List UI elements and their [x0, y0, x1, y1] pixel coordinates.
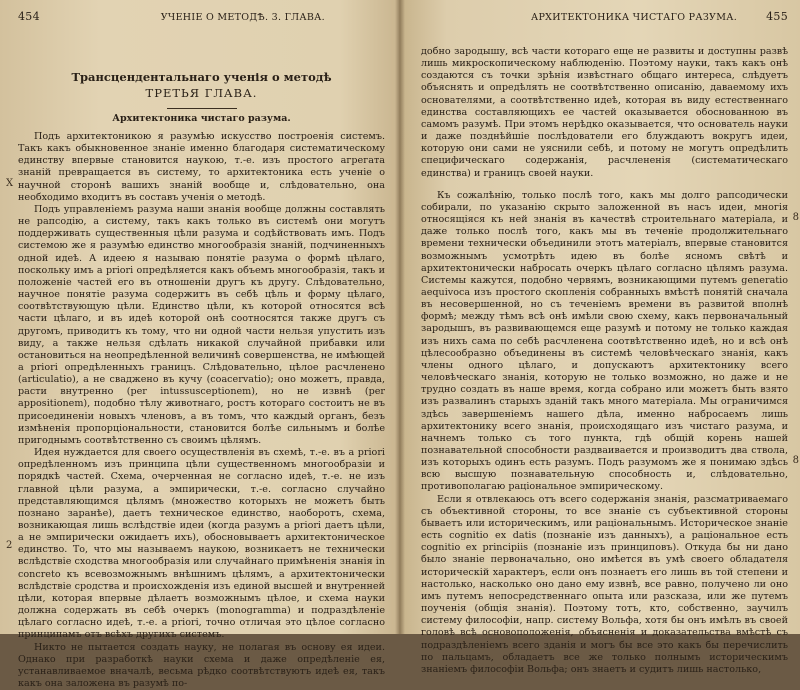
paragraph: Если я отвлекаюсь отъ всего содержанія знанія, разсматриваемаго съ объективной стороны, то все знаніе съ субъективной стороны бываетъ или историческимъ, или раціональнымъ. Историческое знаніе есть cognitio ex datis (познаніе изъ данныхъ), а раціональное есть cognitio ex principiis (познаніе изъ принциповъ). Откуда бы ни дано было знаніе первоначально, оно имѣется въ умѣ своего обладателя историческій характеръ, если онъ познаетъ его лишь въ той степени и настолько, насколько оно дано ему извнѣ, все равно, получено ли оно имъ путемъ непосредственнаго опыта или разсказа, или же путемъ поученія (общія знанія). Поэтому тотъ, кто, собственно, заучилъ систему философіи, напр. систему Вольфа, хотя бы онъ имѣлъ въ своей головѣ всѣ основоположенія, объясненія и доказательства вмѣстѣ съ подраздѣленіемъ всего зданія и могъ бы все это какъ бы перечислить по пальцамъ, обладаетъ все же только полнымъ историческимъ знаніемъ философіи Вольфа; онъ знаетъ и судитъ лишь настолько,	[421, 493, 788, 675]
heading-rule	[167, 108, 237, 109]
right-running-head	[421, 10, 788, 24]
paragraph: Къ сожалѣнію, только послѣ того, какъ мы долго рапсодически собирали, по указанію скрыто заложенной въ насъ идеи, многія относящіяся къ ней знанія въ качествѣ строительнаго матеріала, и даже только послѣ того, какъ мы въ теченіе продолжительнаго времени технически объединили этотъ матеріалъ, впервые становится возможнымъ усмотрѣть идею въ болѣе ясномъ свѣтѣ и архитектонически набросать очеркъ цѣлаго согласно цѣлямъ разума. Системы кажутся, подобно червямъ, возникающими путемъ generatio aequivoca изъ простого скопленія собранныхъ вмѣстѣ понятій сначала въ несовершенной, но съ теченіемъ времени въ развитой вполнѣ формѣ; между тѣмъ всѣ онѣ имѣли свою схему, какъ первоначальный зародышъ, въ развивающемся еще разумѣ и потому не только каждая изъ нихъ сама по себѣ расчленена соотвѣтственно идеѣ, но и всѣ онѣ цѣлесообразно объединены въ системѣ человѣческаго знанія, какъ члены одного цѣлаго, и допускаютъ архитектонику всего человѣческаго знанія, которую не только возможно, но даже и не трудно создать въ наше время, когда собрано или можетъ быть взято изъ развалинъ старыхъ зданій такъ много матеріала. Мы ограничимся здѣсь завершеніемъ нашего дѣла, именно набросаемъ лишь архитектонику всего знанія, происходящаго изъ чистаго разума, и начнемъ только съ того пункта, гдѣ общій корень нашей познавательной способности раздваивается и производитъ два ствола, изъ которыхъ одинъ есть разумъ. Подъ разумомъ же я понимаю здѣсь всю высшую познавательную способность и, слѣдовательно, противополагаю раціональное эмпирическому.	[421, 189, 788, 493]
margin-note: X	[6, 178, 14, 189]
chapter-heading	[18, 70, 385, 125]
chapter-number: ТРЕТЬЯ ГЛАВА.	[145, 86, 258, 100]
right-body-text	[421, 46, 788, 676]
chapter-title: Трансцендентальнаго ученія о методѣ	[71, 70, 332, 84]
margin-note: 8	[792, 212, 799, 223]
paragraph: Идея нуждается для своего осуществленія въ схемѣ, т.-е. въ a priori опредѣленномъ изъ принципа цѣли существенномъ многообразіи и порядкѣ частей. Схема, очерченная не согласно идеѣ, т.-е. не изъ главной цѣли разума, а эмпирически, т.-е. согласно случайно представляющимся цѣлямъ (множество которыхъ не можетъ быть познано заранѣе), даетъ техническое единство, наоборотъ, схема, возникающая лишь вслѣдствіе идеи (когда разумъ a priori даетъ цѣли, а не эмпирически ожидаетъ ихъ), обосновываетъ архитектоническое единство. То, что мы называемъ наукою, возникаетъ не технически вслѣдствіе сходства многообразія или случайнаго примѣненія знанія in concreto къ всевозможнымъ внѣшнимъ цѣлямъ, а архитектонически вслѣдствіе сродства и происхожденія изъ единой высшей и внутренней цѣли, которая впервые дѣлаетъ возможнымъ цѣлое, и схема науки должна содержать въ себѣ очеркъ (monogramma) и подраздѣленіе цѣлаго согласно идеѣ, т.-е. a priori, точно отличая это цѣлое согласно принципамъ отъ всѣхъ другихъ системъ.	[18, 447, 385, 641]
paragraph: Подъ управленіемъ разума наши знанія вообще должны составлять не рапсодію, а систему, такъ какъ только въ системѣ они могутъ поддерживать существенныя цѣли разума и содѣйствовать имъ. Подъ системою же я разумѣю единство многообразія знаній, подчиненныхъ одной идеѣ. А идеею я называю понятіе разума о формѣ цѣлаго, поскольку имъ a priori опредѣляется какъ объемъ многообразія, такъ и положеніе частей его въ отношеніи другъ къ другу. Слѣдовательно, научное понятіе разума содержитъ въ себѣ цѣль и форму цѣлаго, соотвѣтствующую цѣли. Единство цѣли, къ которой относятся всѣ части цѣлаго, и въ идеѣ которой онѣ соотносятся также другъ съ другомъ, приводитъ къ тому, что ни одной части нельзя упустить изъ виду, а также нельзя сдѣлать никакой случайной прибавки или остановиться на неопредѣленной величинѣ совершенства, не имѣющей a priori опредѣленныхъ границъ. Слѣдовательно, цѣлое расчленено (articulatio), а не сваджено въ кучу (coacervatio); оно можетъ, правда, расти внутренно (per intussusceptionem), но не извнѣ (per appositionem), подобно тѣлу животнаго, ростъ котораго состоитъ не въ присоединеніи новыхъ членовъ, а въ томъ, что каждый органъ, безъ измѣненія пропорціональности, становится болѣе сильнымъ и болѣе пригоднымъ соотвѣтственно съ своимъ цѣлямъ.	[18, 203, 385, 446]
left-page-number: 454	[18, 10, 40, 23]
chapter-subtitle: Архитектоника чистаго разума.	[112, 113, 291, 124]
left-page	[0, 0, 399, 690]
margin-note: 2	[6, 540, 13, 551]
paragraph: Никто не пытается создать науку, не полагая въ основу ея идеи. Однако при разработкѣ науки схема и даже опредѣленіе ея, устанавливаемое вначалѣ, весьма рѣдко соотвѣтствуютъ идеѣ ея, такъ какъ она заложена въ разумѣ по-	[18, 641, 385, 690]
right-running-title: АРХИТЕКТОНИКА ЧИСТАГО РАЗУМА.	[531, 12, 738, 23]
paragraph: Подъ архитектоникою я разумѣю искусство построенія системъ. Такъ какъ обыкновенное знаніе именно благодаря систематическому единству впервые становится наукою, т.-е. изъ простого агрегата знаній превращается въ систему, то архитектоника есть ученіе о научной сторонѣ вашихъ знаній вообще и, слѣдовательно, она необходимо входитъ въ составъ ученія о методѣ.	[18, 131, 385, 203]
right-page	[399, 0, 800, 675]
right-page-number: 455	[766, 10, 788, 23]
paragraph: добно зародышу, всѣ части котораго еще не развиты и доступны развѣ лишь микроскопическому наблюденію. Поэтому науки, такъ какъ онѣ создаются съ точки зрѣнія извѣстнаго общаго интереса, слѣдуетъ объяснять и опредѣлять не соотвѣтственно описанію, даваемому ихъ основателями, а соотвѣтственно идеѣ, которая въ виду естественнаго единства составляющихъ ее частей оказывается обоснованною въ самомъ разумѣ. При этомъ нерѣдко оказывается, что основатель науки и даже позднѣйшіе послѣдователи его блуждаютъ вокругъ идеи, которую они сами не уяснили себѣ, и потому не могутъ опредѣлить специфическаго содержанія, расчлененія (систематическаго единства) и границъ своей науки.	[421, 46, 788, 179]
left-running-head	[18, 10, 385, 24]
margin-note: 8	[792, 455, 799, 466]
left-body-text	[18, 131, 385, 690]
left-running-title: УЧЕНІЕ О МЕТОДѢ. 3. ГЛАВА.	[160, 12, 325, 23]
